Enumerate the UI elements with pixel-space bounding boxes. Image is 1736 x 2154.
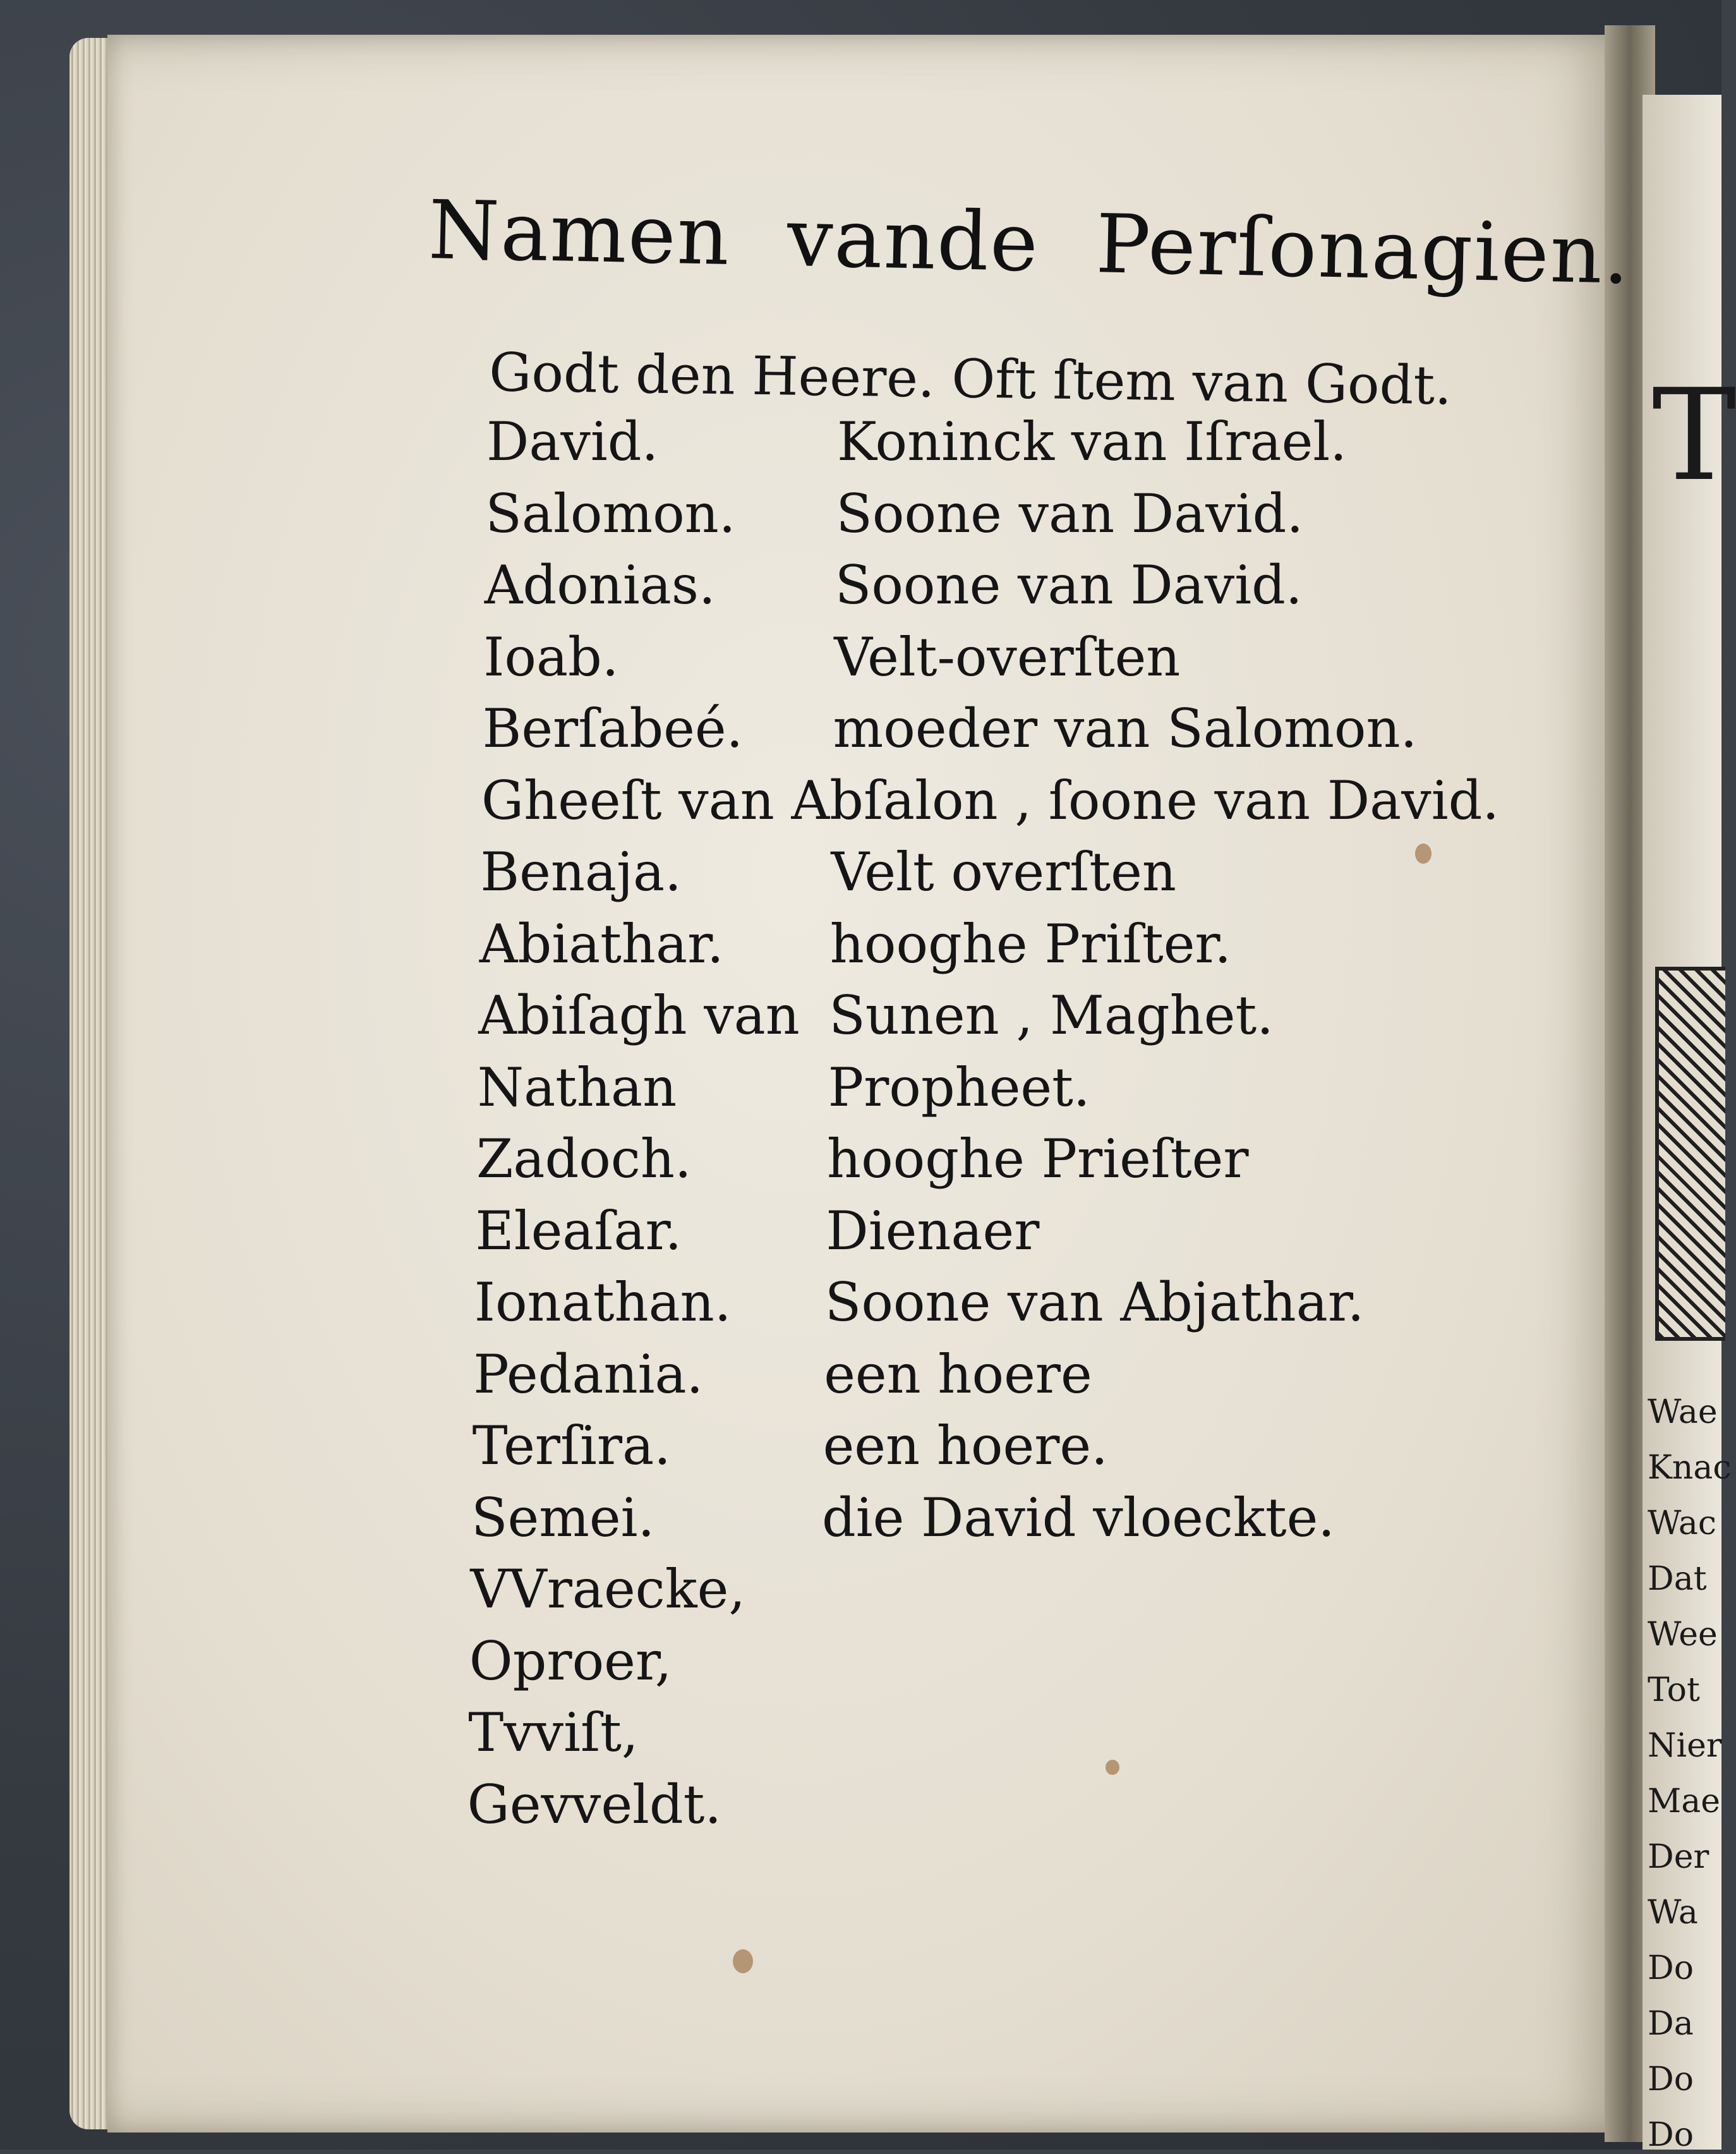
roster-row [467,1774,722,1836]
facing-line-start: Wac [1648,1504,1717,1542]
character-name: Pedania. [473,1343,704,1405]
facing-initial: T [1652,362,1736,509]
character-name: Semei. [471,1486,655,1549]
character-name: Terſira. [472,1415,671,1477]
facing-line-start: Da [1648,2005,1694,2043]
character-role: Velt-overſten [834,626,1181,688]
roster-row [468,1702,638,1764]
facing-line-start: Wa [1648,1894,1698,1932]
character-role: Sunen , Maghet. [829,984,1274,1046]
title-word: Perſonagien. [1095,197,1632,303]
character-role: die David vloeckte. [822,1486,1335,1549]
stain-spot [1106,1760,1119,1775]
facing-line-start: Mae [1648,1782,1721,1820]
character-role: Koninck van Iſrael. [837,411,1347,473]
character-role: moeder van Salomon. [833,698,1418,759]
character-name: Adonias. [484,554,716,616]
facing-line-start: Do [1648,1949,1694,1987]
facing-line-start: Do [1648,2060,1694,2098]
roster-row [469,1630,672,1692]
character-name: Ioab. [483,626,619,688]
character-name: Eleaſar. [475,1199,682,1262]
character-name: Salomon. [485,482,736,545]
character-role: hooghe Priſter. [829,912,1232,975]
character-name: Benaja. [480,841,682,903]
character-name: Oproer, [469,1630,672,1692]
facing-line-start: Wee [1648,1616,1718,1654]
character-name: Abiſagh van [478,984,800,1046]
character-name: Gheeſt van Abſalon , ſoone van David. [481,769,1500,832]
character-role: Dienaer [826,1199,1040,1262]
facing-line-start: Knac [1648,1449,1732,1487]
character-name: David. [486,411,659,473]
character-role: hooghe Prieſter [827,1128,1249,1190]
stain-spot [733,1949,753,1973]
character-role: een hoere [824,1343,1092,1405]
character-name: Ionathan. [474,1271,732,1333]
facing-line-start: Wae [1648,1393,1718,1431]
character-name: Berſabeé. [482,698,744,759]
facing-line-start: Der [1648,1838,1709,1876]
character-role: Velt overſten [831,841,1176,903]
roster-row [470,1558,745,1620]
character-name: Tvviſt, [468,1702,639,1764]
title-word: vande [786,190,1040,291]
character-role: een hoere. [823,1415,1108,1477]
character-role: Soone van David. [835,554,1303,616]
character-name: Zadoch. [476,1128,692,1190]
character-role: Propheet. [828,1056,1090,1118]
title-word: Namen [427,183,732,284]
roster-row [481,770,1499,832]
character-role: Soone van Abjathar. [824,1271,1365,1333]
lead-line: Godt den Heere. Oft ſtem van Godt. [488,341,1452,417]
character-name: Gevveldt. [467,1773,722,1836]
facing-line-start: Nier [1648,1727,1722,1765]
character-role: Soone van David. [836,482,1304,545]
stain-spot [1415,844,1432,864]
character-name: Abiathar. [479,912,724,975]
character-name: VVraecke, [470,1558,746,1620]
facing-line-start: Do [1648,2116,1694,2154]
page-title [428,183,1632,303]
facing-line-start: Tot [1648,1671,1700,1709]
facing-line-start: Dat [1648,1560,1707,1598]
character-name: Nathan [477,1056,677,1118]
